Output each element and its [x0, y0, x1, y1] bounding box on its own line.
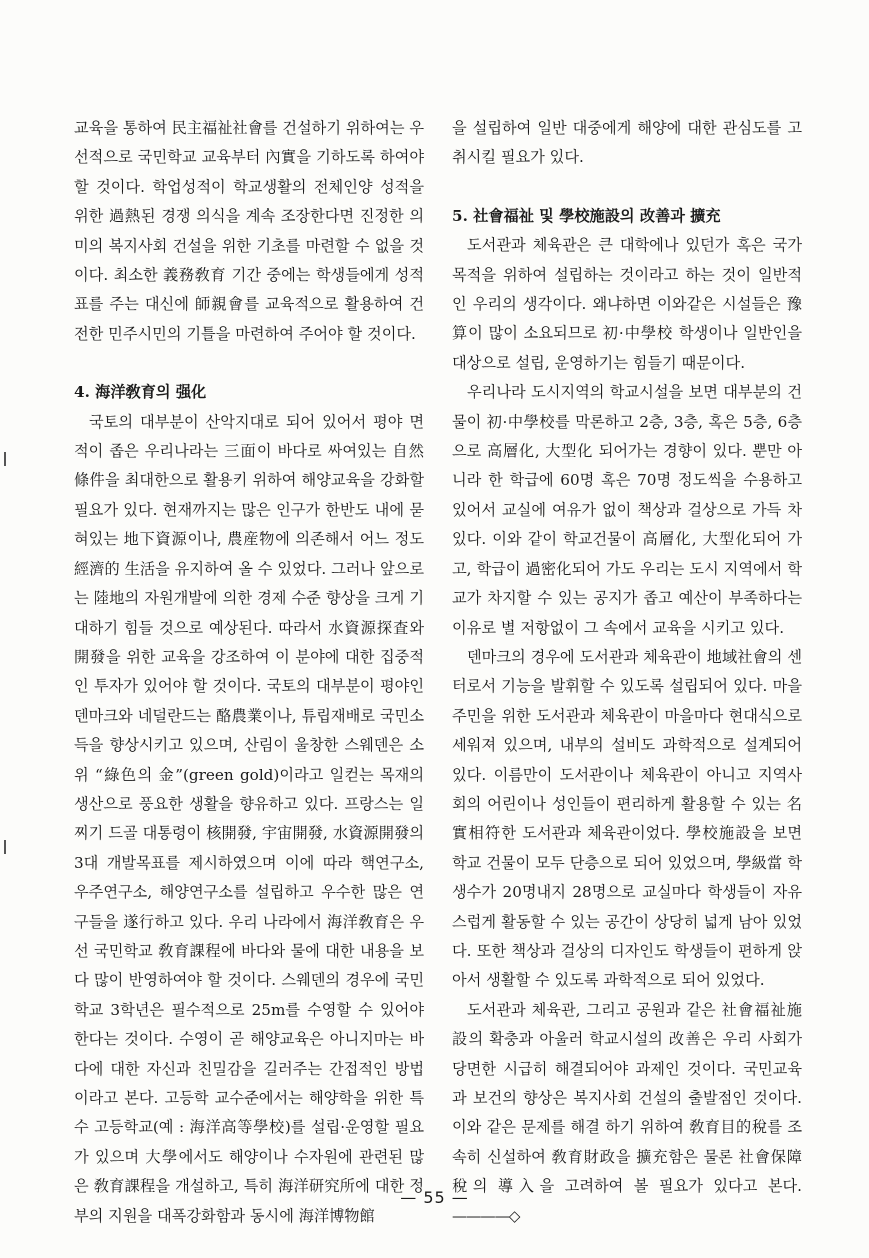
section-heading-5: 5. 社會福祉 및 學校施設의 改善과 擴充: [452, 206, 721, 225]
margin-mark: [4, 840, 6, 854]
paragraph: 을 설립하여 일반 대중에게 해양에 대한 관심도를 고취시킬 필요가 있다.: [452, 119, 802, 167]
page-number: — 55 —: [400, 1188, 469, 1207]
margin-mark: [4, 452, 6, 466]
left-column: [74, 114, 424, 1231]
end-mark: ————◇: [452, 1206, 520, 1225]
paragraph-text: 도서관과 체육관, 그리고 공원과 같은 社會福祉施設의 확충과 아울러 학교시설의 改善은 우리 사회가 당면한 시급히 해결되어야 과제인 것이다. 국민교육과 보건의 향상은 복지사회 건설의 출발점인 것이다. 이와 같은 문제를 해결 하기 위하여 敎育目的稅를 조속히 신설하여 敎育財政을 擴充함은 물론 社會保障稅의 導入을 고려하여 볼 필요가 있다고 본다.: [452, 1000, 802, 1196]
paragraph: 우리나라 도시지역의 학교시설을 보면 대부분의 건물이 初·中學校를 막론하고 2층, 3층, 혹은 5층, 6층으로 高層化, 大型化 되어가는 경향이 있다. 뿐만 아니라 한 학급에 60명 혹은 70명 정도씩을 수용하고 있어서 교실에 여유가 없이 책상과 걸상으로 가득 차 있다. 이와 같이 학교건물이 高層化, 大型化되어 가고, 학급이 過密化되어 가도 우리는 도시 지역에서 학교가 차지할 수 있는 공지가 좁고 예산이 부족하다는 이유로 별 저항없이 그 속에서 교육을 시키고 있다.: [452, 383, 802, 637]
paragraph: 국토의 대부분이 산악지대로 되어 있어서 평야 면적이 좁은 우리나라는 三面이 바다로 싸여있는 自然條件을 최대한으로 활용키 위하여 해양교육을 강화할 필요가 있다. 현재까지는 많은 인구가 한반도 내에 묻혀있는 地下資源이나, 農産物에 의존해서 어느 정도 經濟的 生活을 유지하여 올 수 있었다. 그러나 앞으로는 陸地의 자원개발에 의한 경제 수준 향상을 크게 기대하기 힘들 것으로 예상된다. 따라서 水資源探査와 開發을 위한 교육을 강조하여 이 분야에 대한 집중적인 투자가 있어야 할 것이다. 국토의 대부분이 평야인 덴마크와 네덜란드는 酪農業이나, 튜립재배로 국민소득을 향상시키고 있으며, 산림이 울창한 스웨덴은 소위 “綠色의 金”(green gold)이라고 일컫는 목재의 생산으로 풍요한 생활을 향유하고 있다. 프랑스는 일찌기 드골 대통령이 核開發, 宇宙開發, 水資源開發의 3대 개발목표를 제시하였으며 이에 따라 핵연구소, 우주연구소, 해양연구소를 설립하고 우수한 많은 연구들을 遂行하고 있다. 우리 나라에서 海洋敎育은 우선 국민학교 敎育課程에 바다와 물에 대한 내용을 보다 많이 반영하여야 할 것이다. 스웨덴의 경우에 국민학교 3학년은 필수적으로 25m를 수영할 수 있어야 한다는 것이다. 수영이 곧 해양교육은 아니지마는 바다에 대한 자신과 친밀감을 길러주는 간접적인 방법이라고 본다. 고등학 교수준에서는 해양학을 위한 특수 고등학교(예 : 海洋高等學校)를 설립·운영할 필요가 있으며 大學에서도 해양이나 수자원에 관련된 많은 敎育課程을 개설하고, 특히 海洋研究所에 대한 정부의 지원을 대폭강화함과 동시에 海洋博物館: [74, 412, 424, 1225]
section-heading-4: 4. 海洋敎育의 强化: [74, 383, 207, 402]
paragraph: 도서관과 체육관은 큰 대학에나 있던가 혹은 국가 목적을 위하여 설립하는 것이라고 하는 것이 일반적인 우리의 생각이다. 왜냐하면 이와같은 시설들은 豫算이 많이 소요되므로 初·中學校 학생이나 일반인을 대상으로 설립, 운영하기는 힘들기 때문이다.: [452, 236, 802, 372]
paragraph: 덴마크의 경우에 도서관과 체육관이 地域社會의 센터로서 기능을 발휘할 수 있도록 설립되어 있다. 마을 주민을 위한 도서관과 체육관이 마을마다 현대식으로 세워져 있으며, 내부의 설비도 과학적으로 설계되어 있다. 이름만이 도서관이나 체육관이 아니고 지역사회의 어린이나 성인들이 편리하게 활용할 수 있는 名實相符한 도서관과 체육관이었다. 學校施設을 보면 학교 건물이 모두 단층으로 되어 있었으며, 學級當 학생수가 20명내지 28명으로 교실마다 학생들이 자유스럽게 활동할 수 있는 공간이 상당히 넓게 남아 있었다. 또한 책상과 걸상의 디자인도 학생들이 편하게 앉아서 생활할 수 있도록 과학적으로 되어 있었다.: [452, 647, 802, 990]
paragraph: 교육을 통하여 民主福祉社會를 건설하기 위하여는 우선적으로 국민학교 교육부터 內實을 기하도록 하여야 할 것이다. 학업성적이 학교생활의 전체인양 성적을 위한 過熱된 경쟁 의식을 계속 조장한다면 진정한 의미의 복지사회 건설을 위한 기초를 마련할 수 없을 것이다. 최소한 義務敎育 기간 중에는 학생들에게 성적표를 주는 대신에 師親會를 교육적으로 활용하여 건전한 민주시민의 기틀을 마련하여 주어야 할 것이다.: [74, 119, 425, 343]
right-column: [452, 114, 802, 1231]
